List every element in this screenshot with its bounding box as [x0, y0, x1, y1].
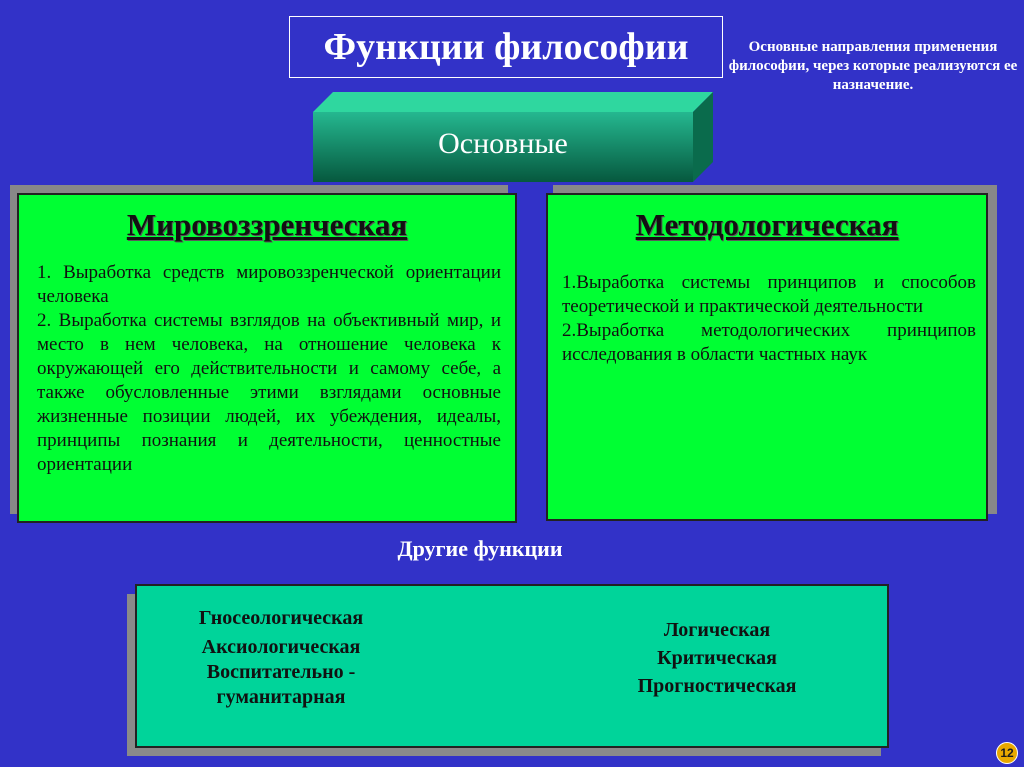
function-gnoseological: Гносеологическая [198, 607, 364, 629]
function-prognostic: Прогностическая [637, 675, 797, 697]
methodological-box [546, 193, 988, 521]
slide-title [289, 16, 723, 78]
worldview-text [37, 261, 501, 477]
function-axiological: Аксиологическая [201, 636, 361, 658]
other-functions-title: Другие функции [397, 536, 563, 561]
worldview-box [17, 193, 517, 523]
methodological-text [562, 271, 976, 367]
function-logical: Логическая [663, 619, 771, 641]
other-functions-left [149, 606, 413, 710]
other-functions-box [135, 584, 889, 748]
worldview-point-2: 2. Выработка системы взглядов на объективный мир, и место в нем человека, на отношение человека к окружающей его действительности и самому себе, а также обусловленные этими взглядами основные жизненные позиции людей, их убеждения, идеалы, принципы познания и деятельности, ценностные ориентации [37, 310, 501, 475]
worldview-title: Мировоззренческая [126, 207, 408, 242]
slide-note: Основные направления применения философии, через которые реализуются ее назначение. [728, 39, 1018, 93]
worldview-point-1: 1. Выработка средств мировоззренческой ориентации человека [37, 262, 501, 307]
methodological-point-2: 2.Выработка методологических принципов исследования в области частных наук [562, 320, 976, 365]
function-humanitarian: гуманитарная [216, 686, 346, 708]
methodological-point-1: 1.Выработка системы принципов и способов теоретической и практической деятельности [562, 272, 976, 317]
page-number-badge [996, 742, 1018, 764]
function-educational: Воспитательно - [206, 661, 356, 683]
main-functions-block [313, 92, 713, 184]
main-functions-label: Основные [438, 127, 568, 160]
page-number: 12 [1000, 746, 1014, 760]
methodological-title: Методологическая [635, 207, 899, 242]
other-functions-right [577, 618, 857, 699]
function-critical: Критическая [657, 647, 777, 669]
slide-title-text: Функции философии [323, 26, 689, 68]
